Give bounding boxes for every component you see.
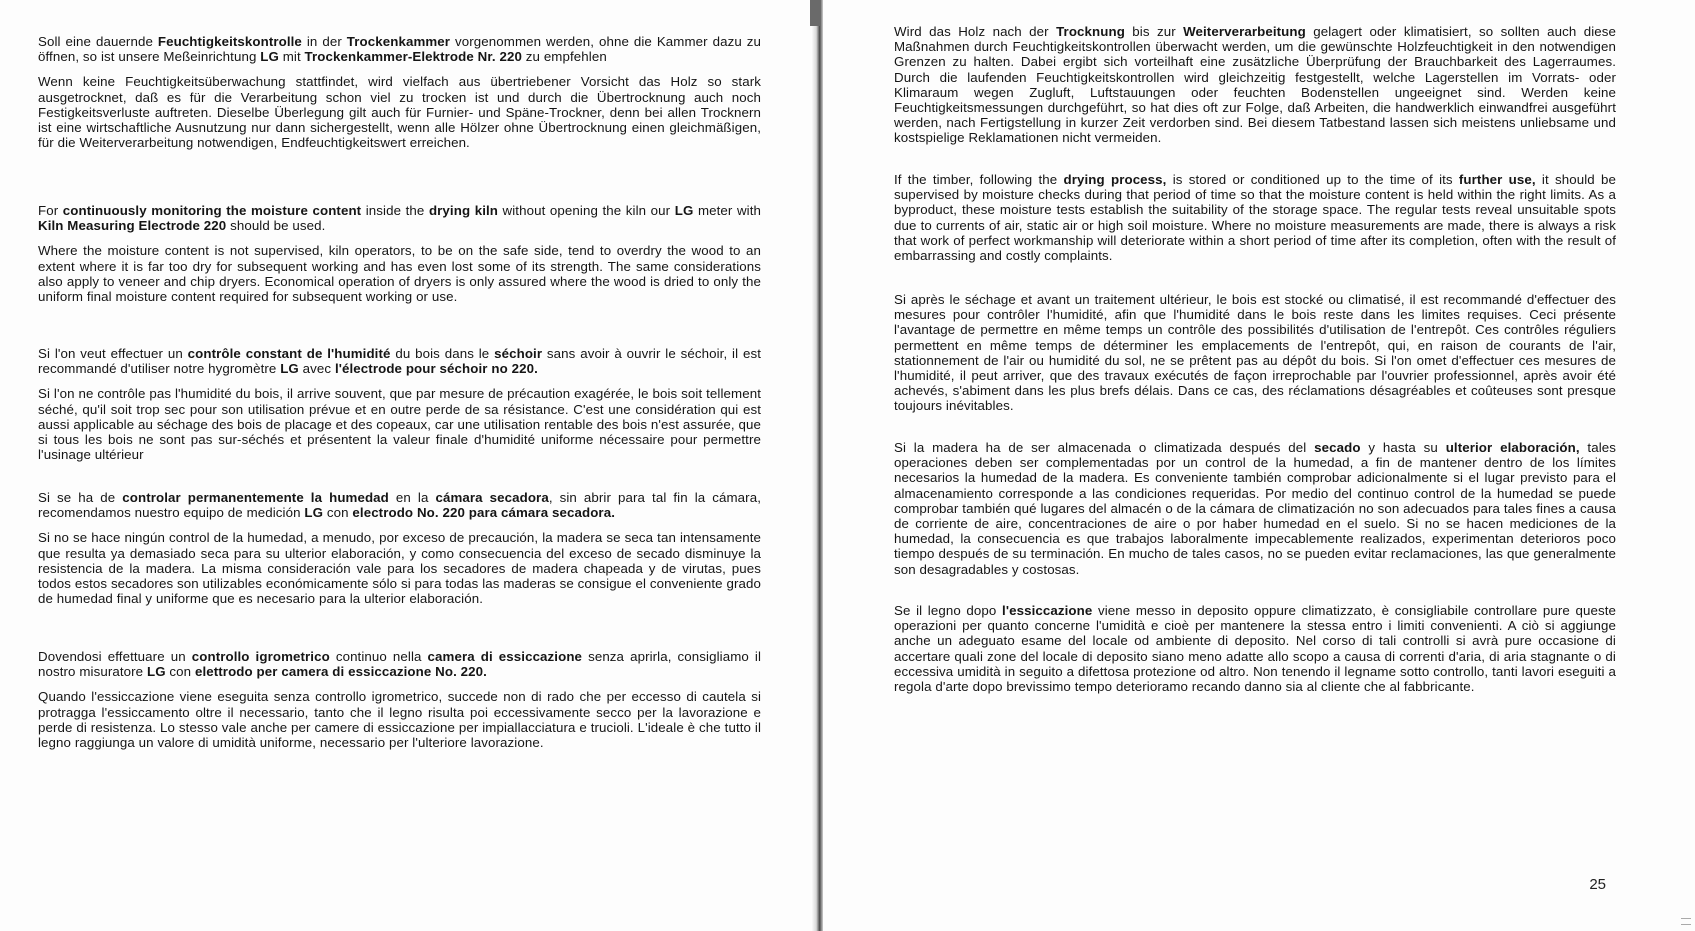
- italian-section: [38, 649, 761, 750]
- text-run: Si se ha de: [38, 490, 123, 505]
- bold-run: secado: [1314, 440, 1361, 455]
- bold-run: Trockenkammer-Elektrode Nr. 220: [304, 49, 522, 65]
- spanish-section: [894, 440, 1616, 577]
- text-run: con: [323, 505, 353, 521]
- french-section: [38, 346, 761, 462]
- bold-run: LG: [260, 49, 279, 65]
- bold-run: continuously monitoring the moisture content: [62, 203, 362, 218]
- bold-run: Trockenkammer: [346, 34, 451, 49]
- bold-run: cámara secadora: [435, 490, 549, 505]
- spanish-body-paragraph: Si no se hace ningún control de la humedad, a menudo, por exceso de precaución, la madera se seca tan intensamente que resulta ya demasiado seca para su ulterior elaboración, y como consecuencia del exceso de secado disminuye la resistencia de la madera. La misma consideración vale para los secadores de madera chapeada y de virutas, pues todos estos secadores son utilizables económicamente sólo si para todas las maderas se consigue el conveniente grado de humedad final y uniforme que es necesario para la ulterior elaboración.: [38, 530, 761, 607]
- text-run: without opening the kiln our: [498, 203, 675, 218]
- text-run: Si l'on veut effectuer un: [38, 346, 188, 361]
- text-run: zu empfehlen: [521, 49, 607, 65]
- text-run: Se il legno dopo: [894, 603, 1003, 618]
- text-run: mit: [278, 49, 305, 65]
- bold-run: electrodo No. 220 para cámara secadora.: [352, 505, 615, 521]
- bold-run: controlar permanentemente la humedad: [122, 490, 389, 505]
- spanish-intro-paragraph: [38, 490, 761, 520]
- german-body-paragraph: Wenn keine Feuchtigkeitsüberwachung stattfindet, wird vielfach aus übertriebener Vorsicht das Holz so stark ausgetrocknet, daß es für die Verarbeitung schon viel zu trocken ist und durch die Übertrocknung auch noch Festigkeitsverluste auftreten. Dieselbe Überlegung gilt auch für Furnier- und Späne-Trockner, denn bei allen Trocknern ist eine wirtschaftliche Ausnutzung nur dann sichergestellt, wenn alle Hölzer ohne Übertrocknung einen gleichmäßigen, für die Weiterverarbeitung notwendigen, Endfeuchtigkeitswert erreichen.: [38, 74, 761, 151]
- german-section: [38, 34, 761, 150]
- text-run: should be used.: [226, 218, 326, 234]
- french-body-paragraph: Si l'on ne contrôle pas l'humidité du bois, il arrive souvent, que par mesure de précaution exagérée, le bois soit tellement séché, qu'il soit trop sec pour son utilisation prévue et en outre perde de sa résistance. C'est une considération qui est aussi applicable au séchage des bois de placage et des copeaux, car une utilisation rentable des bois n'est assurée, que si tous les bois ne sont pas sur-séchés et présentent la valeur finale d'humidité uniforme nécessaire pour permettre l'usinage ultérieur: [38, 386, 761, 463]
- bold-run: LG: [146, 664, 166, 680]
- spanish-section: [38, 490, 761, 606]
- bold-run: further use,: [1458, 172, 1536, 187]
- french-intro-paragraph: [38, 346, 761, 376]
- english-body-paragraph: Where the moisture content is not supervised, kiln operators, to be on the safe side, tend to overdry the wood to an extent where it is far too dry for subsequent working and has even lost some of its strength. The same considerations also apply to veneer and chip dryers. Economical operation of dryers is only assured where the wood is dried to only the uniform final moisture content required for subsequent working or use.: [38, 243, 761, 305]
- text-run: y hasta su: [1360, 440, 1446, 455]
- bold-run: Kiln Measuring Electrode 220: [38, 218, 227, 234]
- text-run: Si la madera ha de ser almacenada o climatizada después del: [894, 440, 1315, 455]
- text-run: Si après le séchage et avant un traitement ultérieur, le bois est stocké ou climatisé, il est recommandé d'effectuer des mesures pour contrôler l'humidité, afin que l'humidité dans le bois reste dans les limites requises. Ceci présente l'avantage de permettre en même temps un contrôle des possibilités d'utilisation de l'entrepôt. Ces contrôles réguliers permettent en même temps de déterminer les emplacements de l'entrepôt, qui, en raison de courants de l'air, stationnement de l'air ou humidité du sol, ne se prêtent pas au dépôt du bois. Si l'on omet d'effectuer ces mesures de l'humidité, il peut arriver, que des travaux exécutés de façon irreprochable par l'ouvrier professionnel, après avoir été achevés, s'abiment dans les plus brefs délais. Dans ce cas, des réclamations désagréables et coûteuses sont presque toujours inévitables.: [894, 292, 1616, 414]
- bold-run: LG: [280, 361, 299, 377]
- bold-run: Feuchtigkeitskontrolle: [157, 34, 302, 49]
- bold-run: Weiterverarbeitung: [1183, 24, 1306, 39]
- english-section: [894, 172, 1616, 263]
- text-run: in der: [301, 34, 347, 49]
- text-run: inside the: [361, 203, 429, 218]
- text-run: If the timber, following the: [894, 172, 1064, 187]
- bold-run: elettrodo per camera di essiccazione No. 220.: [194, 664, 487, 680]
- text-run: For: [38, 203, 63, 218]
- text-run: senza aprirla, consigliamo il nostro misuratore: [38, 649, 761, 680]
- italian-section: [894, 603, 1616, 694]
- text-run: viene messo in deposito oppure climatizzato, è consigliabile controllare pure queste operazioni per quanto concerne l'umidità e cioè per mantenere la stessa entro i limiti convenienti. A ciò si aggiunge anche un adeguato esame del locale od ambiente di deposito. Nel corso di tali controlli si avrà pure occasione di accertare quali zone del locale di deposito siano meno adatte allo scopo a causa di correnti d'aria, di aria stagnante o di eccessiva umidità in seguito a difettosa protezione od altro. Non tenendo il legname sotto controllo, tanti lavori eseguiti a regola d'arte dopo brevissimo tempo deterioramo recando danno sia al cliente che al fabbricante.: [894, 603, 1617, 695]
- french-paragraph: [894, 292, 1616, 414]
- italian-intro-paragraph: [38, 649, 761, 679]
- text-run: Wird das Holz nach der: [894, 24, 1057, 39]
- bold-run: ulterior elaboración,: [1445, 440, 1580, 455]
- german-section: [894, 24, 1616, 146]
- gutter-shadow: [810, 0, 820, 26]
- bold-run: l'essiccazione: [1002, 603, 1093, 618]
- bold-run: contrôle constant de l'humidité: [187, 346, 391, 361]
- italian-body-paragraph: Quando l'essiccazione viene eseguita senza controllo igrometrico, succede non di rado che per eccesso di cautela si protragga l'essiccamento oltre il necessario, tanto che il legno risulta poi eccessivamente secco per la lavorazione e perde di resistenza. Lo stesso vale anche per camere di essiccazione per impiallacciatura e trucioli. L'ideale è che tutto il legno raggiunga un valore di umidità uniforme, necessario per l'ulteriore lavorazione.: [38, 689, 761, 751]
- text-run: continuo nella: [329, 649, 428, 664]
- text-run: du bois dans le: [390, 346, 495, 361]
- english-paragraph: [894, 172, 1616, 263]
- corner-mark: [1681, 918, 1691, 925]
- text-run: con: [165, 664, 195, 680]
- left-page: [0, 0, 815, 931]
- text-run: Dovendosi effettuare un: [38, 649, 192, 664]
- english-section: [38, 203, 761, 304]
- text-run: meter with: [693, 203, 762, 218]
- text-run: bis zur: [1124, 24, 1184, 39]
- text-run: is stored or conditioned up to the time of its: [1166, 172, 1459, 187]
- german-paragraph: [894, 24, 1616, 146]
- page-number: 25: [1589, 876, 1606, 893]
- bold-run: LG: [304, 505, 324, 521]
- text-run: Soll eine dauernde: [38, 34, 158, 49]
- text-run: gelagert oder klimatisiert, so sollten auch diese Maßnahmen durch Feuchtigkeitskontrollen überwacht werden, um die gewünschte Holzfeuchtigkeit in den notwendigen Grenzen zu halten. Dabei ergibt sich vorteilhaft eine zusätzliche Überprüfung der Brauchbarkeit des Lagerraumes. Durch die laufenden Feuchtigkeitskontrollen wird gleichzeitig festgestellt, welche Lagerstellen im Vorrats- oder Klimaraum wegen Zugluft, Luftstauungen oder feuchten Bodenstellen ungeeignet sind. Werden keine Feuchtigkeitsmessungen durchgeführt, so hat dies oft zur Folge, daß Arbeiten, die handwerklich einwandfrei ausgeführt werden, nach Fertigstellung in kurzer Zeit verdorben sind. Bei diesem Tatbestand lassen sich meistens unliebsame und kostspielige Reklamationen nicht vermeiden.: [894, 24, 1616, 146]
- french-section: [894, 292, 1616, 414]
- text-run: avec: [298, 361, 335, 377]
- bold-run: séchoir: [494, 346, 543, 361]
- right-page: [823, 0, 1695, 931]
- english-intro-paragraph: [38, 203, 761, 233]
- bold-run: Trocknung: [1056, 24, 1125, 39]
- bold-run: drying kiln: [428, 203, 499, 218]
- german-intro-paragraph: [38, 34, 761, 64]
- bold-run: drying process,: [1063, 172, 1167, 187]
- italian-paragraph: [894, 603, 1616, 694]
- text-run: vorgenommen werden, ohne die Kammer dazu zu öffnen, so ist unsere Meßeinrichtung: [38, 34, 761, 65]
- text-run: tales operaciones deben ser complementadas por un control de la humedad, a fin de mantener dentro de los límites necesarios la humedad de la madera. Es conveniente también comprobar adicionalmente si el lugar previsto para el almacenamiento corresponde a las condiciones requeridas. Por medio del continuo control de la humedad se puede comprobar también qué lugares del almacén o de la cámara de climatización no son adecuados para tales fines a causa de corriente de aire, concentraciones de aire o por haber humedad en el suelo. Si no se hacen mediciones de la humedad, la consecuencia es que trabajos laboralmente impecablemente realizados, experimentan deterioros poco tiempo después de su terminación. En mucho de tales casos, no se pueden evitar reclamaciones, las que generalmente son desagradables y costosas.: [894, 440, 1616, 577]
- text-run: en la: [388, 490, 436, 505]
- bold-run: controllo igrometrico: [191, 649, 330, 664]
- spanish-paragraph: [894, 440, 1616, 577]
- text-run: sans avoir à ouvrir le séchoir, il est recommandé d'utiliser notre hygromètre: [38, 346, 762, 377]
- text-run: it should be supervised by moisture checks during that period of time so that the moisture content is held within the right limits. As a byproduct, these moisture tests establish the suitability of the storage space. The regular tests reveal unsuitable spots due to currents of air, static air or high soil moisture. Where no moisture measurements are made, there is always a risk that work of perfect workmanship will deteriorate within a short period of time after its completion, often with the result of embarrassing and costly complaints.: [894, 172, 1616, 264]
- bold-run: camera di essiccazione: [427, 649, 583, 664]
- bold-run: LG: [674, 203, 694, 218]
- bold-run: l'électrode pour séchoir no 220.: [334, 361, 538, 377]
- text-run: , sin abrir para tal fin la cámara, recomendamos nuestro equipo de medición: [38, 490, 761, 521]
